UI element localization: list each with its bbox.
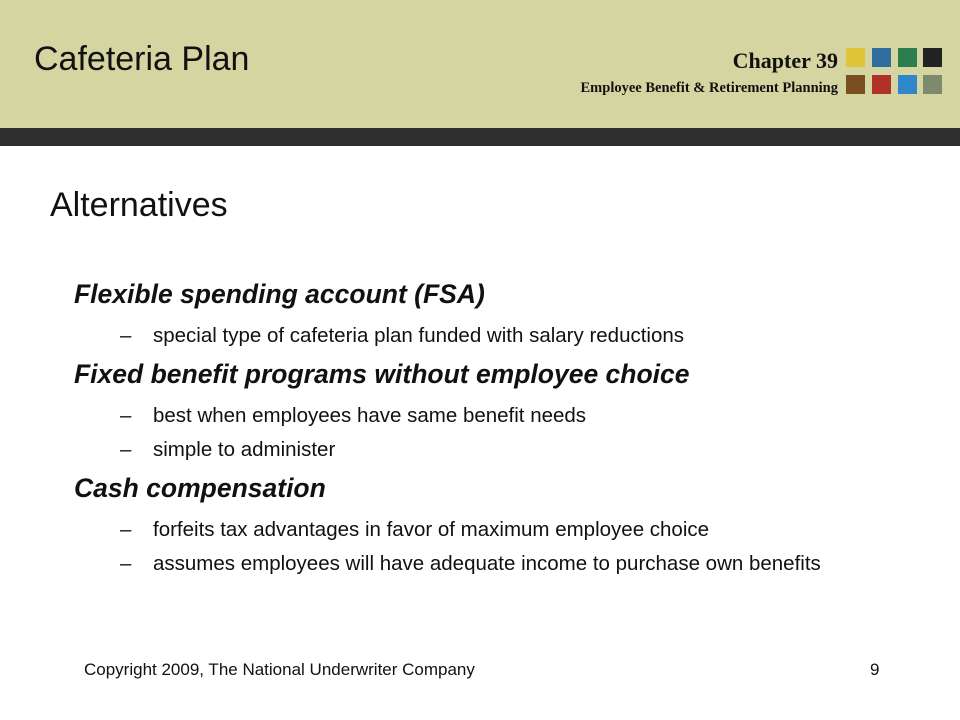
sub-bullet xyxy=(74,438,934,462)
color-square xyxy=(872,75,891,94)
dash-marker: – xyxy=(120,324,132,347)
presentation-title: Cafeteria Plan xyxy=(34,40,250,78)
dash-marker: – xyxy=(120,552,132,575)
sub-bullet-text: forfeits tax advantages in favor of maximum employee choice xyxy=(153,518,710,541)
color-square xyxy=(898,75,917,94)
sub-bullet-text: special type of cafeteria plan funded with salary reductions xyxy=(153,324,685,347)
bullet-item: Cash compensation xyxy=(74,473,326,503)
color-square xyxy=(846,75,865,94)
sub-bullet-text: simple to administer xyxy=(153,438,336,461)
color-square xyxy=(923,48,942,67)
color-squares-logo xyxy=(846,48,946,96)
bullet-item: Fixed benefit programs without employee choice xyxy=(74,359,690,389)
color-square xyxy=(923,75,942,94)
book-subtitle: Employee Benefit & Retirement Planning xyxy=(580,80,838,96)
header-divider xyxy=(0,128,960,146)
sub-bullet xyxy=(74,518,934,542)
chapter-label: Chapter 39 xyxy=(732,48,838,73)
header-band xyxy=(0,0,960,128)
dash-marker: – xyxy=(120,438,132,461)
sub-bullet xyxy=(74,552,873,576)
dash-marker: – xyxy=(120,518,132,541)
page-number: 9 xyxy=(870,660,880,679)
dash-marker: – xyxy=(120,404,132,427)
color-square xyxy=(846,48,865,67)
bullet-list xyxy=(74,274,934,586)
copyright-text: Copyright 2009, The National Underwriter Company xyxy=(84,660,475,679)
slide-heading: Alternatives xyxy=(50,186,228,224)
sub-bullet xyxy=(74,324,934,348)
color-square xyxy=(898,48,917,67)
sub-bullet-text: best when employees have same benefit needs xyxy=(153,404,587,427)
sub-bullet-text: assumes employees will have adequate income to purchase own benefits xyxy=(153,552,821,575)
bullet-item: Flexible spending account (FSA) xyxy=(74,279,485,309)
sub-bullet xyxy=(74,404,934,428)
color-square xyxy=(872,48,891,67)
